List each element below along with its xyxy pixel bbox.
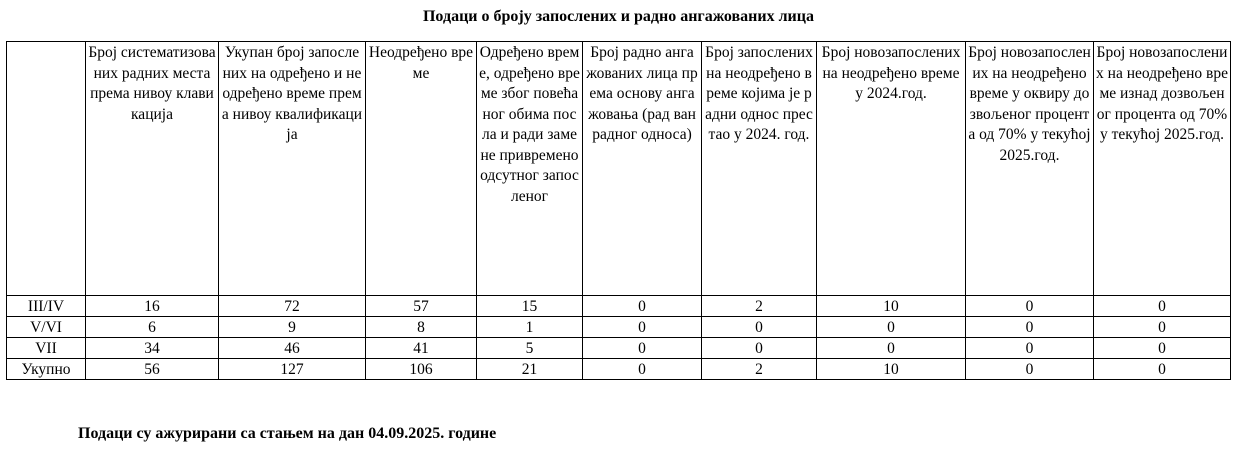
table-cell: 56	[86, 359, 219, 380]
header-cell-systematized: Број систематизованих радних места према нивоу клавикација	[86, 42, 219, 296]
table-row	[7, 296, 1231, 317]
table-cell: 6	[86, 317, 219, 338]
page-title: Подаци о броју запослених и радно ангажованих лица	[422, 8, 814, 25]
header-cell-new-within-70: Број новозапослених на неодређено време у оквиру дозвољеног процента од 70% у текућој 2025.год.	[966, 42, 1094, 296]
table-row	[7, 317, 1231, 338]
table-cell: 57	[366, 296, 477, 317]
table-cell: 0	[702, 317, 817, 338]
table-cell: 41	[366, 338, 477, 359]
table-cell: 127	[219, 359, 366, 380]
header-cell-level	[7, 42, 86, 296]
table-cell: 0	[1094, 317, 1231, 338]
table-cell: 0	[702, 338, 817, 359]
header-cell-terminated: Број запослених на неодређено време којима је радни однос престао у 2024. год.	[702, 42, 817, 296]
table-cell: VII	[7, 338, 86, 359]
table-cell: 0	[966, 359, 1094, 380]
table-cell: 2	[702, 296, 817, 317]
table-cell: 0	[583, 338, 702, 359]
table-cell: 10	[817, 359, 966, 380]
table-cell: 8	[366, 317, 477, 338]
table-cell: III/IV	[7, 296, 86, 317]
table-cell: 1	[477, 317, 583, 338]
table-cell: 5	[477, 338, 583, 359]
table-cell: 0	[1094, 296, 1231, 317]
table-cell: 34	[86, 338, 219, 359]
table-cell: 16	[86, 296, 219, 317]
table-cell: 2	[702, 359, 817, 380]
table-cell: 9	[219, 317, 366, 338]
table-cell: Укупно	[7, 359, 86, 380]
table-cell: V/VI	[7, 317, 86, 338]
table-cell: 0	[966, 338, 1094, 359]
header-cell-new-2024: Број новозапослених на неодређено време у 2024.год.	[817, 42, 966, 296]
header-cell-fixed-term: Одређено време, одређено време због повећаног обима посла и ради замене привремено одсутног запосленог	[477, 42, 583, 296]
table-cell: 0	[583, 359, 702, 380]
table-cell: 0	[1094, 359, 1231, 380]
header-cell-indefinite: Неодређено време	[366, 42, 477, 296]
table-cell: 0	[817, 338, 966, 359]
table-cell: 0	[583, 296, 702, 317]
table-cell: 10	[817, 296, 966, 317]
table-cell: 0	[1094, 338, 1231, 359]
table-cell: 15	[477, 296, 583, 317]
header-cell-engaged: Број радно ангажованих лица према основу ангажовања (рад ван радног односа)	[583, 42, 702, 296]
table-cell: 21	[477, 359, 583, 380]
table-header-row	[7, 42, 1231, 296]
header-cell-new-above-70: Број новозапослених на неодређено време изнад дозвољеног процента од 70% у текућој 2025.год.	[1094, 42, 1231, 296]
header-cell-total-employees: Укупан број запослених на одређено и неодређено време према нивоу квалификација	[219, 42, 366, 296]
table-cell: 0	[966, 296, 1094, 317]
table-total-row	[7, 359, 1231, 380]
table-cell: 106	[366, 359, 477, 380]
table-cell: 0	[966, 317, 1094, 338]
table-cell: 0	[583, 317, 702, 338]
employees-table	[6, 41, 1231, 380]
update-note: Подаци су ажурирани са стањем на дан 04.09.2025. године	[78, 425, 497, 442]
table-row	[7, 338, 1231, 359]
table-cell: 72	[219, 296, 366, 317]
table-cell: 0	[817, 317, 966, 338]
table-cell: 46	[219, 338, 366, 359]
